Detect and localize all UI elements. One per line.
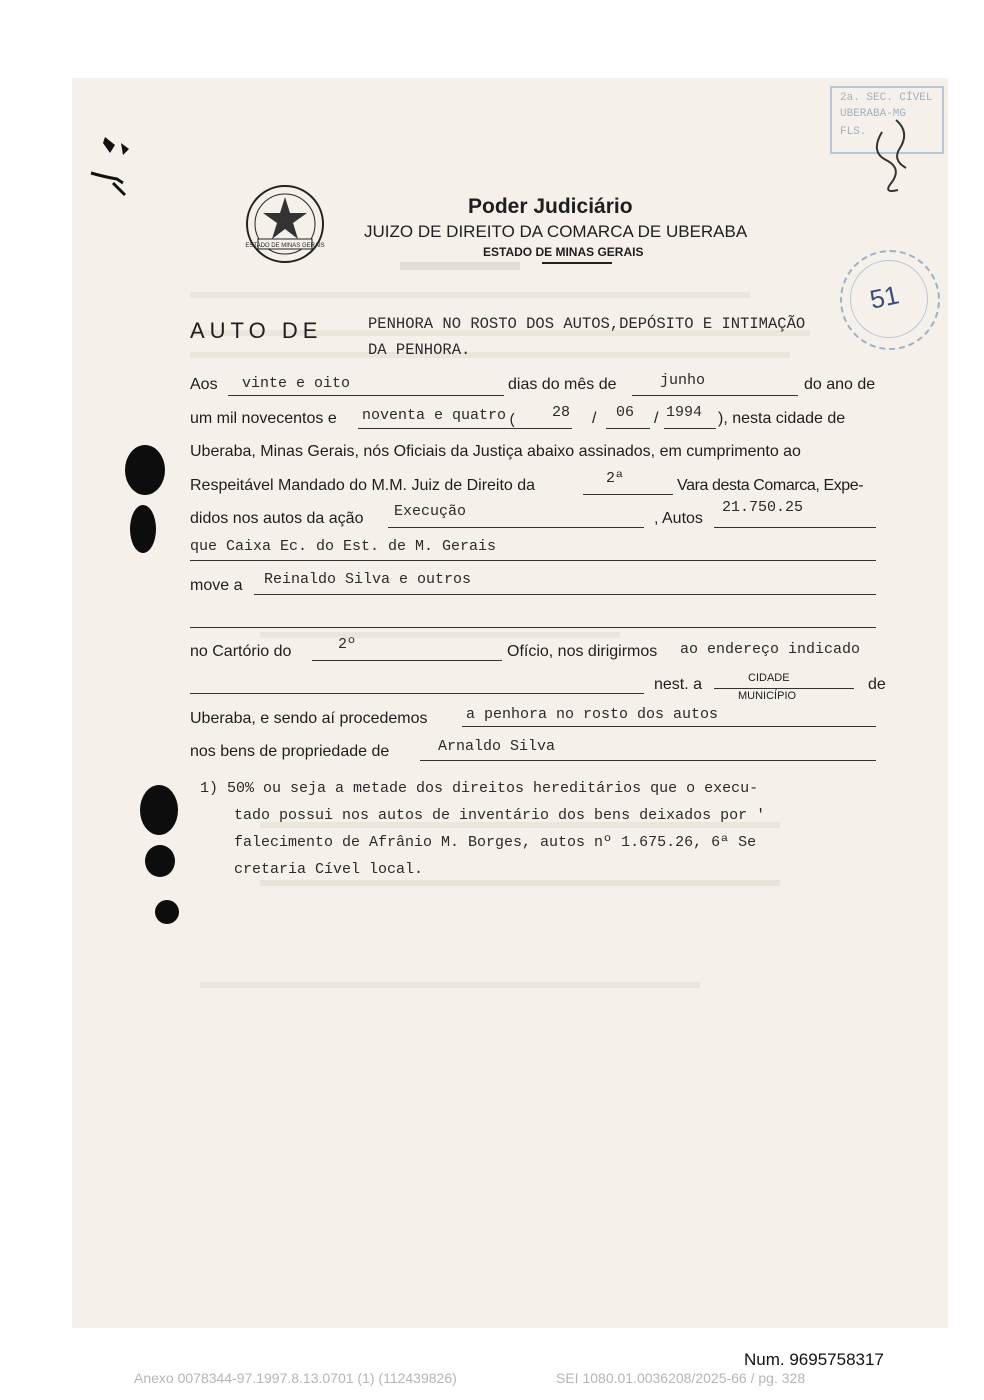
field-line: [388, 527, 644, 528]
label-oficio: Ofício, nos dirigirmos: [507, 643, 658, 660]
slash-1: /: [592, 410, 597, 427]
item-line-3: falecimento de Afrânio M. Borges, autos nº 1.675.26, 6ª Se: [234, 834, 757, 851]
field-line: [190, 560, 876, 561]
field-day: vinte e oito: [242, 375, 351, 392]
label-cartorio: no Cartório do: [190, 643, 292, 660]
label-mil: um mil novecentos e: [190, 410, 337, 427]
field-cartorio: 2º: [338, 636, 357, 653]
label-bens: nos bens de propriedade de: [190, 743, 390, 760]
field-line: [714, 527, 876, 528]
field-line: [420, 760, 876, 761]
label-ano: do ano de: [804, 376, 876, 393]
label-dias: dias do mês de: [508, 376, 617, 393]
label-aos: Aos: [190, 376, 218, 393]
field-executado: Reinaldo Silva e outros: [264, 571, 472, 588]
field-exequente: que Caixa Ec. do Est. de M. Gerais: [190, 538, 497, 555]
field-month: junho: [660, 372, 706, 389]
ink-blob: [130, 505, 156, 553]
field-date-month: 06: [616, 404, 635, 421]
field-line: [312, 660, 502, 661]
heading-typed-line-2: DA PENHORA.: [368, 341, 471, 359]
paren-open: (: [508, 412, 518, 429]
header-court: JUIZO DE DIREITO DA COMARCA DE UBERABA: [364, 222, 748, 241]
slash-2: /: [654, 410, 659, 427]
footer-sei: SEI 1080.01.0036208/2025-66 / pg. 328: [556, 1370, 806, 1386]
stamp-line-1: 2a. SEC. CÍVEL: [840, 92, 933, 104]
field-line: [254, 594, 876, 595]
label-mandado: Respeitável Mandado do M.M. Juiz de Direito da: [190, 477, 536, 494]
label-move: move a: [190, 577, 243, 594]
field-procedimento: a penhora no rosto dos autos: [466, 706, 719, 723]
item-line-1: 1) 50% ou seja a metade dos direitos hereditários que o execu-: [200, 780, 759, 797]
heading-typed-line-1: PENHORA NO ROSTO DOS AUTOS,DEPÓSITO E INTIMAÇÃO: [368, 315, 806, 333]
field-endereco: ao endereço indicado: [680, 641, 861, 658]
header-state: ESTADO DE MINAS GERAIS: [483, 245, 644, 259]
stamp-line-3: FLS.: [840, 126, 867, 138]
ink-blob: [145, 845, 175, 877]
field-line: [358, 428, 572, 429]
round-stamp: [840, 250, 940, 350]
option-municipio: MUNICÍPIO: [738, 690, 797, 702]
label-uberaba: Uberaba, e sendo aí procedemos: [190, 710, 428, 727]
field-line: [606, 428, 650, 429]
option-cidade: CIDADE: [748, 672, 790, 684]
field-year-words: noventa e quatro: [362, 407, 507, 424]
field-line-blank: [190, 627, 876, 628]
footer-num: Num. 9695758317: [744, 1350, 884, 1369]
coat-of-arms-seal: [244, 183, 326, 265]
handwritten-marks: [85, 125, 145, 200]
ink-blob: [140, 785, 178, 835]
item-line-2: tado possui nos autos de inventário dos bens deixados por ': [234, 807, 766, 824]
header-title: Poder Judiciário: [468, 195, 633, 218]
field-proprietario: Arnaldo Silva: [438, 738, 556, 755]
field-acao: Execução: [394, 503, 467, 520]
round-stamp-number: 51: [867, 279, 902, 315]
field-line: [664, 428, 716, 429]
field-line: [583, 494, 673, 495]
label-acao: didos nos autos da ação: [190, 510, 364, 527]
doc-heading: AUTO DE: [190, 318, 323, 343]
stamp-line-2: UBERABA-MG: [840, 108, 907, 120]
ink-blob: [125, 445, 165, 495]
field-line: [462, 726, 876, 727]
field-line: [632, 395, 798, 396]
item-line-4: cretaria Cível local.: [234, 861, 424, 878]
field-vara: 2ª: [606, 470, 625, 487]
label-cidade: ), nesta cidade de: [718, 410, 846, 427]
handwritten-page-number: [862, 112, 922, 202]
field-autos: 21.750.25: [722, 499, 804, 516]
label-nest: nest. a: [654, 676, 703, 693]
field-date-year: 1994: [666, 404, 703, 421]
label-autos: , Autos: [654, 510, 703, 527]
text-line-3: Uberaba, Minas Gerais, nós Oficiais da Justiça abaixo assinados, em cumprimento ao: [190, 443, 801, 460]
label-de: de: [868, 676, 886, 693]
header-underline: [542, 262, 612, 264]
field-line: [714, 688, 854, 689]
footer-annex: Anexo 0078344-97.1997.8.13.0701 (1) (112439826): [134, 1370, 457, 1386]
field-line: [228, 395, 504, 396]
punch-hole: [155, 900, 179, 924]
field-date-day: 28: [552, 404, 571, 421]
svg-text:ESTADO DE MINAS GERAIS: ESTADO DE MINAS GERAIS: [245, 243, 325, 249]
field-line: [190, 693, 644, 694]
label-vara: Vara desta Comarca, Expe-: [677, 477, 864, 494]
